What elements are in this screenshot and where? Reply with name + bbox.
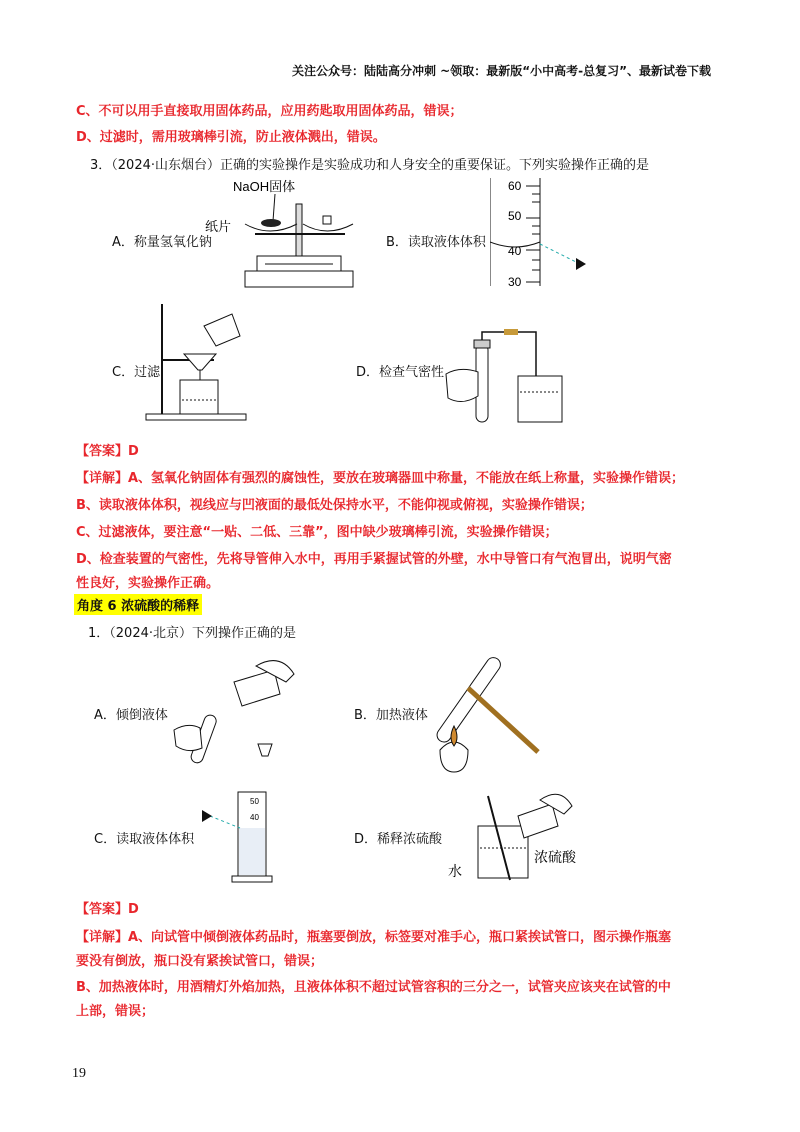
pouring-figure [170, 652, 300, 772]
question-1: 1．（2024·北京）下列操作正确的是 [88, 626, 296, 641]
water-label: 水 [448, 863, 462, 879]
answer-1: 【答案】D [76, 902, 139, 917]
detail-3d-2: 性良好，实验操作正确。 [76, 576, 220, 591]
detail-1b-2: 上部，错误； [76, 1004, 155, 1019]
tick-30: 30 [508, 275, 522, 289]
small-cylinder-figure [200, 788, 290, 886]
option-1d: D．稀释浓硫酸 [354, 832, 443, 847]
tick-50: 50 [508, 209, 522, 223]
question-3: 3．（2024·山东烟台）正确的实验操作是实验成功和人身安全的重要保证。下列实验操作正确的是 [90, 158, 649, 173]
detail-3a: 【详解】A、氢氧化钠固体有强烈的腐蚀性，要放在玻璃器皿中称量，不能放在纸上称量，实验操作错误； [76, 471, 685, 486]
section-title: 角度 6 浓硫酸的稀释 [74, 594, 202, 615]
dilution-figure [448, 786, 618, 886]
detail-3d-1: D、检查装置的气密性，先将导管伸入水中，再用手紧握试管的外壁，水中导管口有气泡冒出，说明气密 [76, 552, 672, 567]
option-1a: A．倾倒液体 [94, 708, 168, 723]
explanation-c-prev: C、不可以用手直接取用固体药品，应用药匙取用固体药品，错误； [76, 104, 463, 119]
acid-label: 浓硫酸 [534, 849, 576, 865]
naoh-label: NaOH固体 [233, 179, 296, 194]
option-3d: D．检查气密性 [356, 365, 445, 380]
detail-3b: B、读取液体体积，视线应与凹液面的最低处保持水平，不能仰视或俯视，实验操作错误； [76, 498, 593, 513]
heating-figure [428, 648, 558, 778]
option-3a: A．称量氢氧化钠 [112, 235, 212, 250]
airtightness-figure [440, 326, 570, 426]
paper-label: 纸片 [205, 219, 232, 234]
answer-3: 【答案】D [76, 444, 139, 459]
explanation-d-prev: D、过滤时，需用玻璃棒引流，防止液体溅出，错误。 [76, 130, 386, 145]
cylinder-reading-figure [490, 178, 600, 290]
option-3c: C．过滤 [112, 365, 161, 380]
tick-60: 60 [508, 179, 522, 193]
page-header: 关注公众号：陆陆高分冲刺 ~领取：最新版“小中高考-总复习”、最新试卷下载 [292, 64, 711, 78]
detail-1b-1: B、加热液体时，用酒精灯外焰加热，且液体体积不超过试管容积的三分之一，试管夹应该夹在试管的中 [76, 980, 671, 995]
detail-3c: C、过滤液体，要注意“一贴、二低、三靠”，图中缺少玻璃棒引流，实验操作错误； [76, 525, 558, 540]
page-number: 19 [72, 1066, 86, 1081]
option-1b: B．加热液体 [354, 708, 428, 723]
detail-1a-1: 【详解】A、向试管中倾倒液体药品时，瓶塞要倒放，标签要对准手心，瓶口紧挨试管口，图示操作瓶塞 [76, 930, 672, 945]
detail-1a-2: 要没有倒放，瓶口没有紧挨试管口，错误； [76, 954, 324, 969]
tick-40: 40 [508, 244, 522, 258]
option-1c: C．读取液体体积 [94, 832, 195, 847]
small-tick-50: 50 [250, 797, 259, 806]
filtration-figure [140, 300, 260, 424]
small-tick-40: 40 [250, 813, 259, 822]
balance-figure [205, 176, 365, 292]
option-3b: B．读取液体体积 [386, 235, 486, 250]
